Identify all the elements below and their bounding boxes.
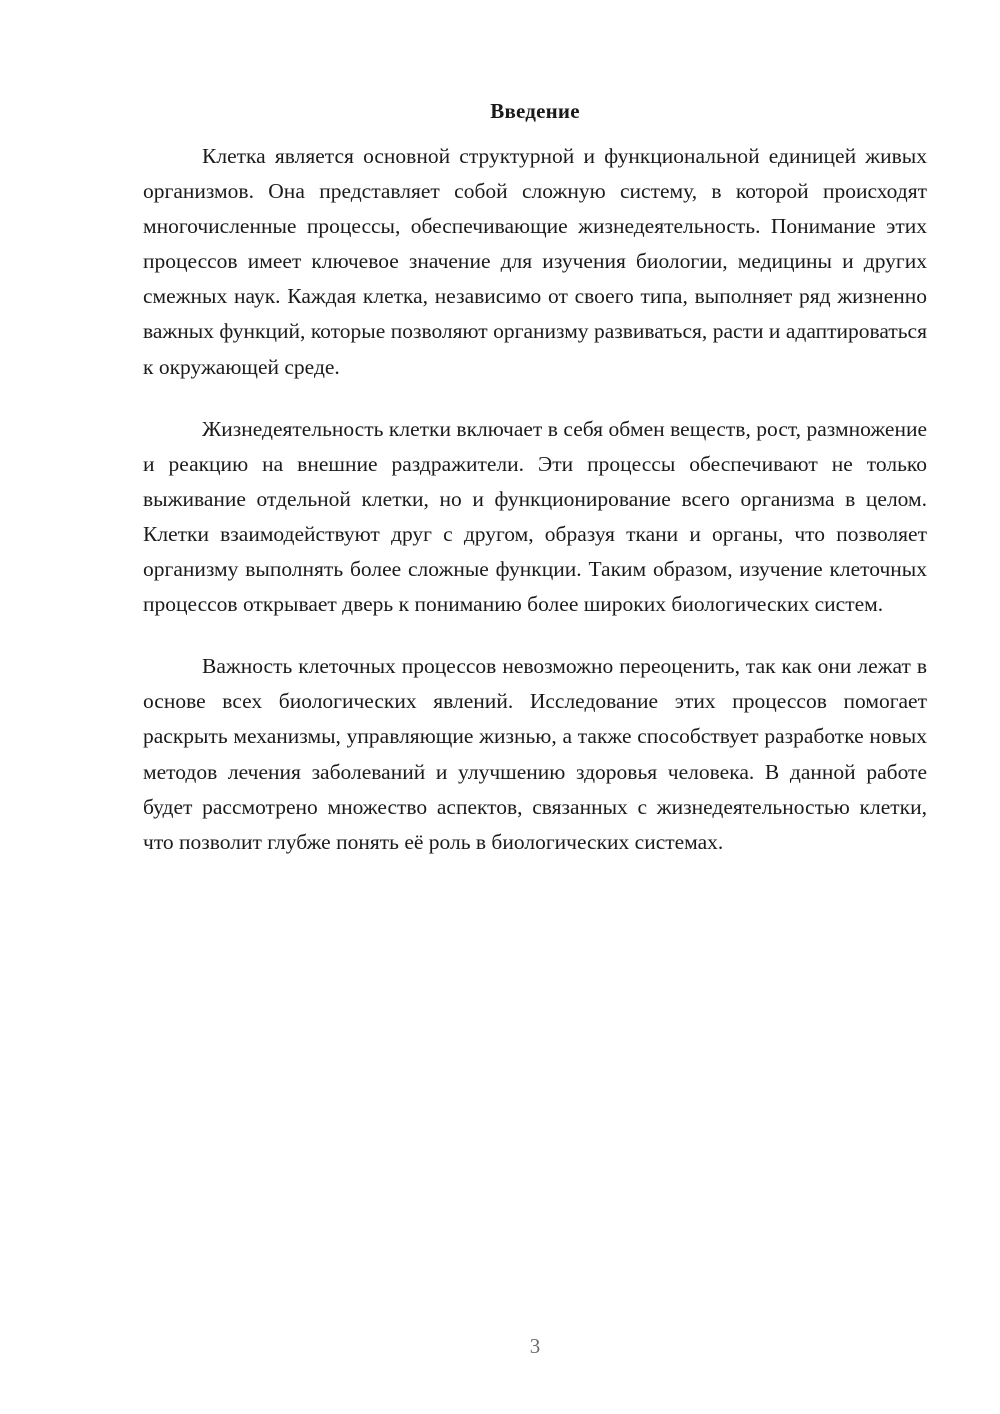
- paragraph-2: Жизнедеятельность клетки включает в себя обмен веществ, рост, размножение и реакцию на внешние раздражители. Эти процессы обеспечивают не только выживание отдельной клетки, но и функционирование всего организма в целом. Клетки взаимодействуют друг с другом, образуя ткани и органы, что позволяет организму выполнять более сложные функции. Таким образом, изучение клеточных процессов открывает дверь к пониманию более широких биологических систем.: [143, 416, 927, 617]
- paragraph-3: Важность клеточных процессов невозможно переоценить, так как они лежат в основе всех биологических явлений. Исследование этих процессов помогает раскрыть механизмы, управляющие жизнью, а также способствует разработке новых методов лечения заболеваний и улучшению здоровья человека. В данной работе будет рассмотрено множество аспектов, связанных с жизнедеятельностью клетки, что позволит глубже понять её роль в биологических системах.: [143, 654, 927, 854]
- page-content: [143, 96, 927, 860]
- section-heading: Введение: [490, 99, 580, 123]
- page-number: 3: [529, 1334, 541, 1358]
- paragraph-1: Клетка является основной структурной и функциональной единицей живых организмов. Она представляет собой сложную систему, в которой происходят многочисленные процессы, обеспечивающие жизнедеятельность. Понимание этих процессов имеет ключевое значение для изучения биологии, медицины и других смежных наук. Каждая клетка, независимо от своего типа, выполняет ряд жизненно важных функций, которые позволяют организму развиваться, расти и адаптироваться к окружающей среде.: [143, 144, 927, 379]
